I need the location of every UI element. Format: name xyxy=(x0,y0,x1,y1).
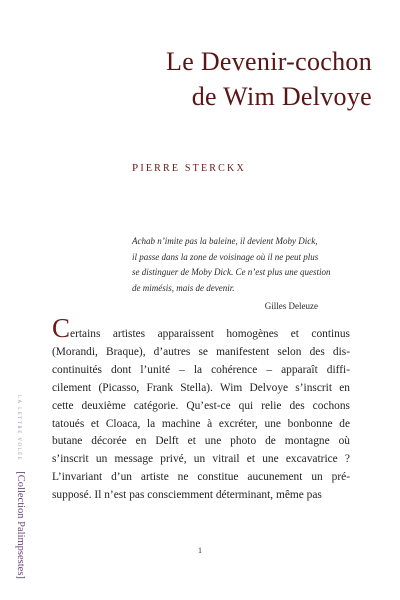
drop-cap: C xyxy=(52,313,71,343)
body-line: tatoués et Cloaca, la machine à excréter, une bonbonne de xyxy=(52,417,350,430)
body-line: continuités dont l’unité – la cohérence – apparaît diffi- xyxy=(52,363,350,376)
title-line-2: de Wim Delvoye xyxy=(191,82,372,111)
epigraph xyxy=(132,234,346,315)
book-title xyxy=(52,44,372,114)
epigraph-line: Achab n’imite pas la baleine, il devient Moby Dick, xyxy=(132,236,318,246)
epigraph-attribution: Gilles Deleuze xyxy=(264,301,318,312)
spine-label xyxy=(12,395,26,590)
body-line: cette deuxième catégorie. Qu’est-ce qui relie des cochons xyxy=(52,399,350,412)
body-line: Certains artistes apparaissent homogènes et continus xyxy=(52,313,350,343)
author-rest: IERRE STERCKX xyxy=(140,163,246,174)
epigraph-line: de mimésis, mais de devenir. xyxy=(132,282,235,293)
body-line: cilement (Picasso, Frank Stella). Wim Delvoye s’inscrit en xyxy=(52,381,350,394)
body-line: L’invariant d’un artiste ne constitue aucunement un pré- xyxy=(52,471,350,484)
body-line: supposé. Il n’est pas consciemment déterminant, même pas xyxy=(52,489,322,502)
body-line: s’inscrit un message privé, un vitrail et une excavatrice ? xyxy=(52,453,350,466)
publisher-name: LA LETTRE VOLÉE xyxy=(16,395,21,462)
page-number: 1 xyxy=(198,546,202,555)
title-line-1: Le Devenir-cochon xyxy=(166,47,372,76)
body-text xyxy=(52,313,350,505)
author-initial: P xyxy=(132,162,141,174)
body-line: butane décorée en Delft et une photo de montagne où xyxy=(52,435,350,448)
epigraph-line: il passe dans la zone de voisinage où il ne peut plus xyxy=(132,251,319,262)
epigraph-line: se distinguer de Moby Dick. Ce n’est plus une question xyxy=(132,267,331,278)
author-name xyxy=(132,162,246,174)
collection-name: [Collection Palimpsestes] xyxy=(15,471,26,579)
body-line: (Morandi, Braque), d’autres se manifestent selon des dis- xyxy=(52,345,350,358)
